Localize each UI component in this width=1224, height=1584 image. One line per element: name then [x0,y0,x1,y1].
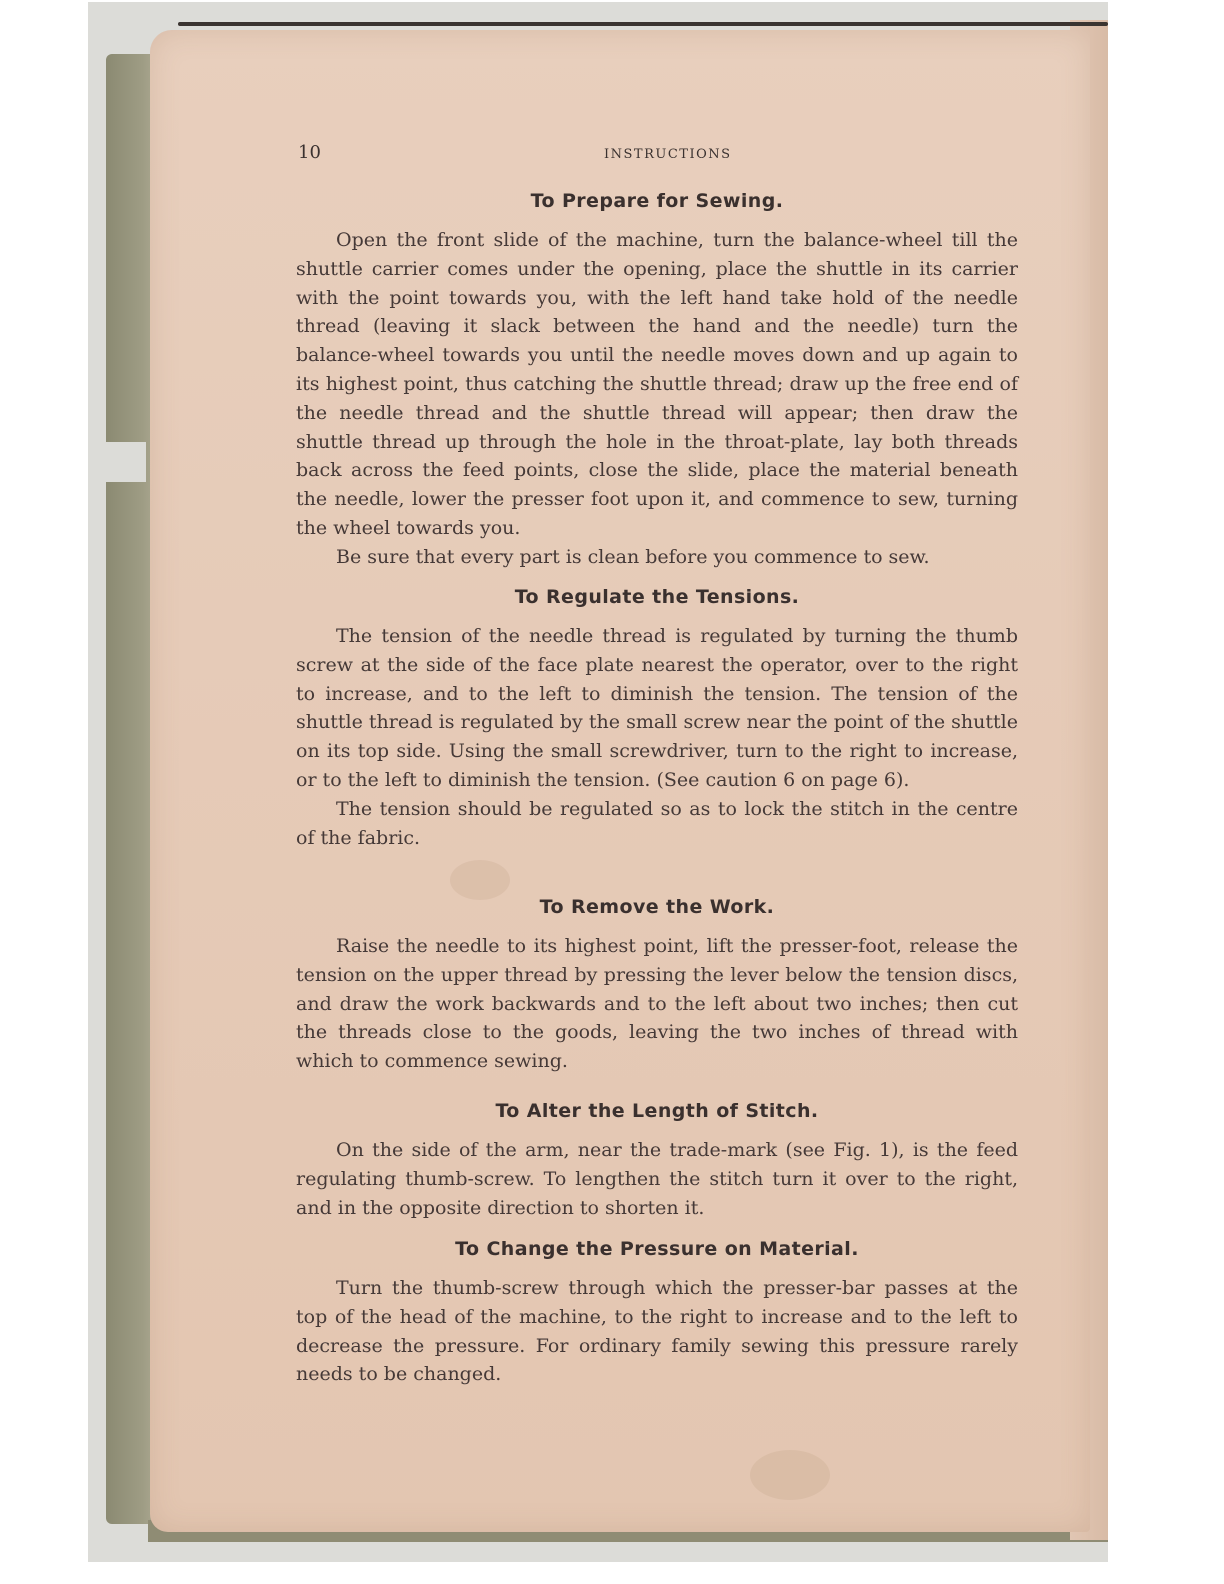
section-heading: To Regulate the Tensions. [514,586,800,608]
paragraph: The tension should be regulated so as to lock the stitch in the centre of the fabric. [296,797,1018,849]
paragraph: Raise the needle to its highest point, lift the presser-foot, release the tension on the upper thread by pressing the lever below the tension discs, and draw the work backwards and to the left about two inches; then cut the threads close to the goods, leaving the two inches of thread with which to commence sewing. [296,935,1018,1073]
cover-torn-notch [106,442,146,482]
section-change-pressure [296,1238,1018,1389]
running-title: INSTRUCTIONS [604,147,732,162]
page-number: 10 [298,142,321,163]
section-heading: To Remove the Work. [539,896,775,918]
paragraph: On the side of the arm, near the trade-mark (see Fig. 1), is the feed regulating thumb-screw. To lengthen the stitch turn it over to the right, and in the opposite direction to shorten it. [296,1139,1018,1219]
section-heading: To Alter the Length of Stitch. [495,1100,819,1122]
paragraph: The tension of the needle thread is regulated by turning the thumb screw at the side of the face plate nearest the operator, over to the right to increase, and to the left to diminish the tension. The tension of the shuttle thread is regulated by the small screw near the point of the shuttle on its top side. Using the small screwdriver, turn to the right to increase, or to the left to diminish the tension. (See caution 6 on page 6). [296,625,1018,791]
paper-stain [750,1450,830,1500]
section-heading: To Prepare for Sewing. [530,190,784,212]
paper-stain [450,860,510,900]
paragraph: Be sure that every part is clean before you commence to sew. [336,545,930,568]
paragraph: Turn the thumb-screw through which the presser-bar passes at the top of the head of the machine, to the right to increase and to the left to decrease the pressure. For ordinary family sewing this pressure rarely needs to be changed. [296,1277,1018,1386]
section-remove-work [296,896,1018,1076]
section-prepare-for-sewing [296,190,1018,572]
running-header [298,142,1018,166]
page-top-shadow-line [178,22,1108,26]
section-alter-stitch-length [296,1100,1018,1222]
section-regulate-tensions [296,586,1018,852]
section-heading: To Change the Pressure on Material. [455,1238,859,1260]
paragraph: Open the front slide of the machine, turn the balance-wheel till the shuttle carrier comes under the opening, place the shuttle in its carrier with the point towards you, with the left hand take hold of the needle thread (leaving it slack between the hand and the needle) turn the balance-wheel towards you until the needle moves down and up again to its highest point, thus catching the shuttle thread; draw up the free end of the needle thread and the shuttle thread will appear; then draw the shuttle thread up through the hole in the throat-plate, lay both threads back across the feed points, close the slide, place the material beneath the needle, lower the presser foot upon it, and commence to sew, turning the wheel towards you. [296,229,1018,539]
